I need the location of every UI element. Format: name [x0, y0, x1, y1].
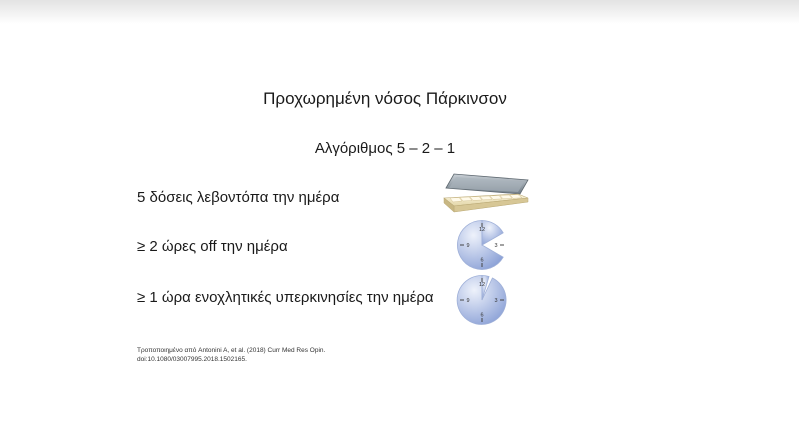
pill-organizer-icon [442, 168, 530, 216]
clock-number-6: 6 [480, 312, 484, 319]
citation-line-2: doi:10.1080/03007995.2018.1502165. [137, 356, 247, 363]
slide-subtitle: Αλγόριθμος 5 – 2 – 1 [314, 140, 456, 157]
clock-number-9: 9 [466, 298, 470, 304]
row-levodopa-doses: 5 δόσεις λεβοντόπα την ημέρα [137, 189, 340, 206]
citation-line-1: Τροποποιημένο από Antonini A, et al. (2018) Curr Med Res Opin. [137, 347, 326, 354]
row-dyskinesia-hours: ≥ 1 ώρα ενοχλητικές υπερκινησίες την ημέρα [137, 289, 434, 306]
citation [137, 346, 325, 364]
slide-title: Προχωρημένη νόσος Πάρκινσον [263, 89, 507, 108]
clock-number-3: 3 [494, 243, 498, 249]
row-off-hours: ≥ 2 ώρες off την ημέρα [137, 238, 288, 255]
clock-number-9: 9 [466, 243, 470, 249]
clock-number-6: 6 [480, 257, 484, 264]
clock-number-12: 12 [478, 227, 486, 233]
clock-number-12: 12 [478, 282, 486, 288]
clock-icon [454, 272, 510, 328]
clock-number-3: 3 [494, 298, 498, 304]
clock-icon [454, 217, 510, 273]
